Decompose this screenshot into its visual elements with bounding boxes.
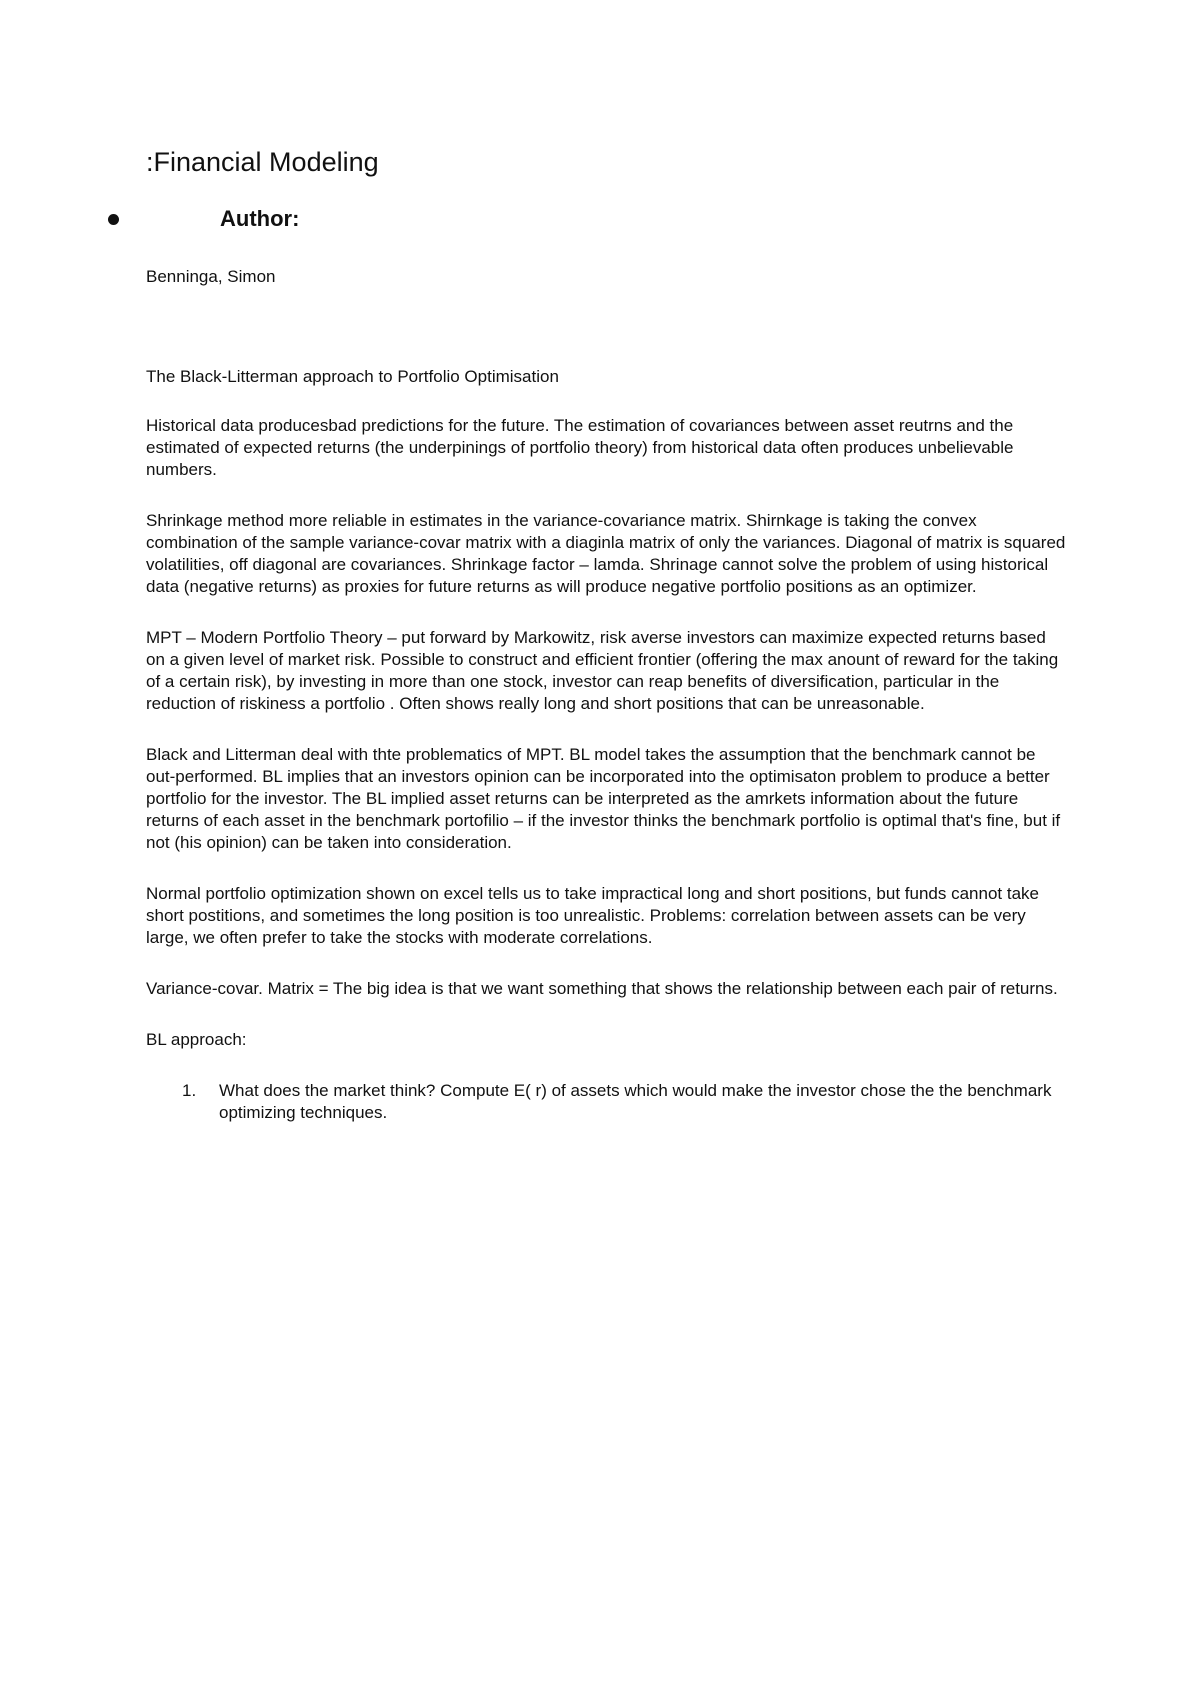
- list-item-text: What does the market think? Compute E( r) of assets which would make the investor chose the the benchmark optimizing techniques.: [219, 1081, 1052, 1122]
- numbered-list: [146, 1080, 1066, 1124]
- paragraph-variance-covar: Variance-covar. Matrix = The big idea is that we want something that shows the relationship between each pair of returns.: [146, 979, 1058, 998]
- author-name: Benninga, Simon: [146, 267, 276, 286]
- author-row: [100, 204, 1000, 238]
- document-body: [146, 366, 1066, 1124]
- paragraph-normal-optimization: Normal portfolio optimization shown on excel tells us to take impractical long and short positions, but funds cannot take short postitions, and sometimes the long position is too unrealistic. Problems: correlation between assets can be very large, we often prefer to take the stocks with moderate correlations.: [146, 884, 1039, 947]
- bullet-icon: [108, 214, 119, 225]
- author-label: Author:: [220, 206, 300, 231]
- paragraph-bl-approach: BL approach:: [146, 1030, 247, 1049]
- list-item-number: 1.: [182, 1081, 197, 1100]
- paragraph-black-litterman: Black and Litterman deal with thte problematics of MPT. BL model takes the assumption that the benchmark cannot be out-performed. BL implies that an investors opinion can be incorporated into the optimisaton problem to produce a better portfolio for the investor. The BL implied asset returns can be interpreted as the amrkets information about the future returns of each asset in the benchmark portofilio – if the investor thinks the benchmark portfolio is optimal that's fine, but if not (his opinion) can be taken into consideration.: [146, 745, 1061, 852]
- paragraph-historical-data: Historical data producesbad predictions for the future. The estimation of covariances between asset reutrns and the estimated of expected returns (the underpinings of portfolio theory) from historical data often produces unbelievable numbers.: [146, 416, 1014, 479]
- paragraph-shrinkage: Shrinkage method more reliable in estimates in the variance-covariance matrix. Shirnkage is taking the convex combination of the sample variance-covar matrix with a diaginla matrix of only the variances. Diagonal of matrix is squared volatilities, off diagonal are covariances. Shrinkage factor – lamda. Shrinage cannot solve the problem of using historical data (negative returns) as proxies for future returns as will produce negative portfolio positions as an optimizer.: [146, 511, 1066, 596]
- list-item: [146, 1080, 1066, 1124]
- document-title: :Financial Modeling: [146, 147, 379, 177]
- paragraph-mpt: MPT – Modern Portfolio Theory – put forward by Markowitz, risk averse investors can maximize expected returns based on a given level of market risk. Possible to construct and efficient frontier (offering the max anount of reward for the taking of a certain risk), by investing in more than one stock, investor can reap benefits of diversification, particular in the reduction of riskiness a portfolio . Often shows really long and short positions that can be unreasonable.: [146, 628, 1059, 713]
- section-heading: The Black-Litterman approach to Portfolio Optimisation: [146, 367, 559, 386]
